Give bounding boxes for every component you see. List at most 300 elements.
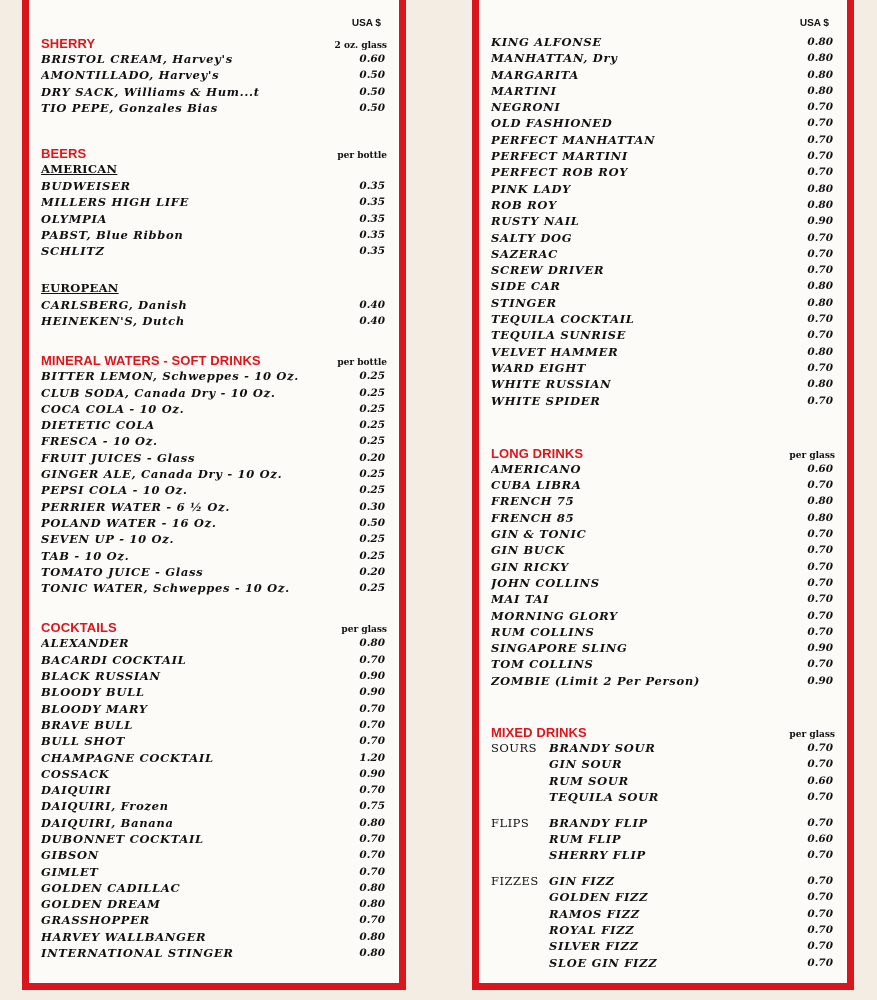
menu-item-name: RUM SOUR [549,773,629,788]
menu-item-row [41,515,387,531]
menu-item-price: 0.80 [807,84,833,97]
menu-item-name: CHAMPAGNE COCKTAIL [41,750,214,765]
menu-item-name: ZOMBIE (Limit 2 Per Person) [491,673,701,688]
spacer [491,864,835,874]
mixed-drink-category [491,756,549,772]
menu-item-price: 0.60 [807,832,833,845]
menu-item-price: 0.80 [807,36,833,48]
menu-item-price: 0.70 [359,702,385,715]
menu-item-name: JOHN COLLINS [491,575,600,590]
menu-item-name: SAZERAC [491,246,558,261]
menu-item-price: 0.70 [807,101,833,114]
menu-item-name: VELVET HAMMER [491,344,619,359]
menu-item-row [41,701,387,717]
european-subheading: EUROPEAN [41,280,119,295]
menu-item-price: 0.90 [359,767,385,780]
menu-item-name: GINGER ALE, Canada Dry - 10 Oz. [41,467,283,482]
section-title: SHERRY [41,36,96,51]
menu-item-price: 0.60 [807,462,833,475]
mixed-drink-category [491,889,549,905]
menu-item-price: 0.80 [807,198,833,211]
menu-item-price: 0.70 [807,576,833,589]
menu-item-name: SCREW DRIVER [491,263,605,278]
mixed-drink-category: FLIPS [491,815,530,830]
menu-item-price: 0.70 [807,741,833,754]
menu-item-row [41,178,387,194]
menu-item-name: OLD FASHIONED [491,116,613,131]
menu-item-name: TOMATO JUICE - Glass [41,564,204,579]
menu-item-row [491,246,835,262]
long-drinks-header [491,444,835,461]
menu-item-price: 0.25 [359,533,385,546]
menu-item-row [491,656,835,672]
menu-item-price: 0.80 [359,637,385,650]
menu-item-price: 0.90 [359,686,385,699]
menu-item-price: 0.50 [359,85,385,98]
american-beer-list [41,178,387,259]
menu-item-row [41,815,387,831]
menu-item-row [41,211,387,227]
sherry-list [41,51,387,116]
menu-item-row [491,99,835,115]
mixed-drink-category: SOURS [491,740,538,755]
menu-item-row [491,376,835,392]
menu-item-row [41,401,387,417]
menu-item-name: DIETETIC COLA [41,418,155,433]
menu-item-row [41,831,387,847]
menu-item-name: GIN & TONIC [491,527,587,542]
menu-item-row [41,531,387,547]
spacer [41,116,387,144]
menu-item-row [41,67,387,83]
menu-item-price: 0.70 [359,718,385,731]
menu-item-row [491,477,835,493]
left-menu-content [41,18,387,961]
menu-item-price: 0.35 [359,180,385,193]
menu-item-price: 0.75 [359,800,385,813]
menu-item-row [41,227,387,243]
menu-item-row [41,668,387,684]
menu-item-row [41,466,387,482]
section-unit: per glass [341,625,387,636]
menu-item-name: PEPSI COLA - 10 Oz. [41,483,188,498]
menu-item-name: KING ALFONSE [491,35,602,49]
menu-item-row [41,864,387,880]
mixed-drink-category [491,955,549,971]
menu-item-name: GOLDEN DREAM [41,897,161,912]
menu-item-row [41,880,387,896]
menu-item-price: 0.70 [807,166,833,179]
menu-item-name: SCHLITZ [41,244,105,259]
menu-item-row [41,100,387,116]
menu-item-price: 0.80 [359,947,385,960]
menu-item-price: 0.70 [807,150,833,163]
menu-item-name: RAMOS FIZZ [549,906,640,921]
menu-item-name: FRUIT JUICES - Glass [41,450,196,465]
menu-item-row [41,417,387,433]
mixed-drink-category [491,906,549,922]
menu-item-name: TOM COLLINS [491,657,594,672]
menu-item-row [41,482,387,498]
menu-item-price: 0.25 [359,582,385,595]
menu-item-price: 0.25 [359,370,385,383]
menu-item-name: TONIC WATER, Schweppes - 10 Oz. [41,581,290,596]
menu-item-row [41,782,387,798]
menu-item-name: GIN RICKY [491,559,570,574]
spacer [41,596,387,618]
section-unit: per bottle [337,358,387,369]
section-unit: per glass [789,729,835,740]
menu-item-name: TEQUILA SOUR [549,789,660,804]
menu-item-price: 0.70 [807,528,833,541]
menu-item-name: SILVER FIZZ [549,939,639,954]
menu-item-row [41,929,387,945]
menu-item-price: 0.70 [807,544,833,557]
menu-item-price: 0.25 [359,468,385,481]
menu-item-row [41,717,387,733]
menu-item-price: 0.70 [807,816,833,829]
menu-item-name: DAIQUIRI, Frozen [41,799,169,814]
menu-item-row [41,385,387,401]
menu-item-name: INTERNATIONAL STINGER [41,946,234,961]
menu-item-row [41,194,387,210]
menu-item-row [491,278,835,294]
menu-item-row [491,115,835,131]
menu-item-name: OLYMPIA [41,211,108,226]
menu-item-price: 0.35 [359,212,385,225]
spacer [41,329,387,351]
menu-item-name: GRASSHOPPER [41,913,150,928]
menu-item-price: 0.35 [359,196,385,209]
menu-item-row [41,368,387,384]
menu-item-name: SALTY DOG [491,230,573,245]
menu-item-name: RUSTY NAIL [491,214,580,229]
menu-item-name: STINGER [491,295,557,310]
menu-item-price: 1.20 [359,751,385,764]
menu-item-price: 0.25 [359,386,385,399]
menu-item-price: 0.80 [807,296,833,309]
menu-item-name: MARTINI [491,83,557,98]
spacer [491,689,835,723]
menu-item-name: FRENCH 75 [491,494,575,509]
menu-item-row [491,510,835,526]
menu-item-price: 0.30 [359,500,385,513]
section-unit: per bottle [337,151,387,162]
menu-item-price: 0.70 [807,609,833,622]
menu-item-price: 0.70 [807,790,833,803]
menu-item-row [491,608,835,624]
menu-item-name: BITTER LEMON, Schweppes - 10 Oz. [41,369,300,384]
menu-item-name: SIDE CAR [491,279,561,294]
menu-item-row [41,652,387,668]
currency-label: USA $ [351,18,381,29]
menu-item-price: 0.20 [359,451,385,464]
mixed-drinks-groups [491,740,835,971]
menu-item-row [41,84,387,100]
menu-item-name: GIN FIZZ [549,874,615,889]
menu-item-price: 0.50 [359,101,385,114]
menu-item-row [41,313,387,329]
menu-item-name: HEINEKEN'S, Dutch [41,313,185,328]
section-title: MINERAL WATERS - SOFT DRINKS [41,353,261,369]
mixed-drink-category [491,831,549,847]
menu-item-name: MILLERS HIGH LIFE [41,195,190,210]
menu-item-name: MORNING GLORY [491,608,618,623]
menu-item-row [491,311,835,327]
menu-item-name: ALEXANDER [41,636,130,651]
menu-item-price: 0.70 [807,940,833,953]
menu-item-price: 0.25 [359,484,385,497]
menu-item-price: 0.70 [807,849,833,862]
menu-item-row [41,912,387,928]
menu-item-row [41,243,387,259]
menu-item-name: MANHATTAN, Dry [491,51,618,66]
menu-item-price: 0.70 [807,891,833,904]
menu-item-price: 0.70 [807,758,833,771]
menu-item-name: GOLDEN FIZZ [549,890,649,905]
mineral-waters-section [41,351,387,596]
menu-item-name: WARD EIGHT [491,360,587,375]
menu-item-price: 0.90 [807,642,833,655]
menu-item-price: 0.20 [359,565,385,578]
section-title: LONG DRINKS [491,445,584,461]
menu-item-price: 0.80 [807,345,833,358]
menu-item-row [491,461,835,477]
menu-item-price: 0.80 [807,378,833,391]
menu-item-price: 0.70 [359,832,385,845]
menu-item-price: 0.25 [359,419,385,432]
menu-item-name: HARVEY WALLBANGER [41,929,207,944]
menu-item-price: 0.70 [359,735,385,748]
menu-item-price: 0.80 [807,280,833,293]
menu-item-price: 0.70 [807,231,833,244]
menu-item-name: PERFECT ROB ROY [491,165,629,180]
menu-item-row [41,896,387,912]
section-unit: 2 oz. glass [334,41,387,51]
beers-header [41,144,387,161]
menu-item-row [491,262,835,278]
menu-item-row [491,344,835,360]
menu-item-name: SLOE GIN FIZZ [549,955,658,970]
mineral-header [41,351,387,368]
menu-item-price: 0.70 [807,956,833,969]
menu-item-name: RUM COLLINS [491,624,595,639]
menu-item-price: 0.80 [359,930,385,943]
menu-item-price: 0.90 [807,215,833,228]
sherry-header [41,34,387,51]
section-title: MIXED DRINKS [491,724,587,740]
cocktails-section [41,618,387,961]
menu-item-price: 0.70 [359,653,385,666]
mixed-drink-row [491,889,835,905]
menu-item-row [41,766,387,782]
menu-item-price: 0.80 [359,816,385,829]
menu-item-price: 0.70 [807,658,833,671]
mixed-drink-category [491,847,549,863]
menu-item-row [491,83,835,99]
mixed-drink-row [491,789,835,805]
cocktails-list [41,635,387,961]
menu-item-row [491,67,835,83]
mixed-drink-row [491,740,835,756]
menu-item-row [41,450,387,466]
mixed-drink-row [491,847,835,863]
menu-item-row [41,499,387,515]
menu-item-name: BRANDY SOUR [549,740,656,755]
menu-item-row [491,624,835,640]
mixed-drink-row [491,922,835,938]
menu-item-price: 0.80 [807,495,833,508]
menu-item-price: 0.70 [359,849,385,862]
menu-item-price: 0.70 [807,625,833,638]
menu-item-name: CARLSBERG, Danish [41,297,188,312]
menu-item-price: 0.50 [359,69,385,82]
menu-item-name: WHITE SPIDER [491,393,601,408]
menu-item-price: 0.80 [807,182,833,195]
section-title: COCKTAILS [41,620,117,636]
mixed-drink-row [491,815,835,831]
menu-item-price: 0.70 [359,914,385,927]
menu-item-name: BACARDI COCKTAIL [41,652,187,667]
menu-item-price: 0.70 [359,784,385,797]
menu-item-name: TEQUILA COCKTAIL [491,312,635,327]
menu-item-name: COCA COLA - 10 Oz. [41,401,185,416]
menu-item-price: 0.70 [807,264,833,277]
spacer [41,260,387,280]
mixed-drink-category: FIZZES [491,874,539,889]
menu-item-name: MARGARITA [491,67,580,82]
menu-item-row [41,564,387,580]
menu-item-name: AMONTILLADO, Harvey's [41,68,220,83]
menu-item-name: TAB - 10 Oz. [41,548,130,563]
menu-item-price: 0.70 [807,394,833,407]
section-unit: per glass [789,450,835,461]
cocktails-continued-list [491,34,835,409]
menu-item-price: 0.70 [807,593,833,606]
menu-item-price: 0.70 [807,923,833,936]
menu-item-name: NEGRONI [491,100,561,115]
menu-item-price: 0.70 [807,117,833,130]
menu-item-row [491,360,835,376]
menu-item-row [41,847,387,863]
menu-item-name: SEVEN UP - 10 Oz. [41,532,175,547]
menu-item-name: DUBONNET COCKTAIL [41,831,204,846]
menu-item-price: 0.80 [807,68,833,81]
menu-item-row [491,230,835,246]
menu-item-price: 0.70 [807,133,833,146]
menu-item-price: 0.35 [359,245,385,258]
mineral-list [41,368,387,596]
menu-item-name: BLOODY BULL [41,685,145,700]
menu-item-price: 0.70 [359,865,385,878]
menu-item-name: BLACK RUSSIAN [41,669,161,684]
menu-item-price: 0.50 [359,516,385,529]
menu-item-price: 0.60 [807,774,833,787]
menu-item-price: 0.70 [807,560,833,573]
menu-item-price: 0.70 [807,875,833,888]
right-menu-panel [472,0,854,990]
menu-item-name: CUBA LIBRA [491,478,582,493]
menu-item-name: DAIQUIRI, Banana [41,815,174,830]
menu-item-row [491,34,835,50]
mixed-drinks-header [491,723,835,740]
menu-item-name: BRAVE BULL [41,717,133,732]
menu-item-row [491,197,835,213]
menu-item-name: DRY SACK, Williams & Hum...t [41,84,260,99]
long-drinks-section [491,444,835,689]
cocktails-header [41,618,387,635]
menu-item-price: 0.80 [807,511,833,524]
menu-item-name: PERFECT MARTINI [491,149,628,164]
mixed-drink-category [491,938,549,954]
menu-item-name: PINK LADY [491,181,572,196]
menu-item-row [491,213,835,229]
european-beer-list [41,297,387,330]
mixed-drink-row [491,873,835,889]
mixed-drink-row [491,906,835,922]
menu-item-row [491,673,835,689]
mixed-drink-row [491,773,835,789]
menu-item-row [491,295,835,311]
menu-item-row [41,548,387,564]
menu-item-price: 0.35 [359,229,385,242]
menu-item-name: BLOODY MARY [41,701,148,716]
menu-item-row [491,526,835,542]
menu-item-price: 0.70 [807,479,833,492]
menu-item-row [491,640,835,656]
menu-item-name: FRENCH 85 [491,510,575,525]
menu-item-price: 0.70 [807,361,833,374]
long-drinks-list [491,461,835,689]
menu-item-name: GIN SOUR [549,757,623,772]
menu-item-name: COSSACK [41,766,110,781]
menu-item-name: GIMLET [41,864,99,879]
mixed-drink-category [491,789,549,805]
menu-item-price: 0.25 [359,402,385,415]
menu-item-name: ROB ROY [491,197,557,212]
menu-item-row [41,733,387,749]
menu-item-name: BRISTOL CREAM, Harvey's [41,52,233,66]
menu-item-row [491,132,835,148]
menu-item-row [491,393,835,409]
mixed-drink-row [491,831,835,847]
menu-item-row [41,635,387,651]
menu-item-name: DAIQUIRI [41,783,112,798]
menu-item-row [491,50,835,66]
menu-item-name: MAI TAI [491,592,550,607]
menu-item-row [41,750,387,766]
menu-item-name: CLUB SODA, Canada Dry - 10 Oz. [41,385,276,400]
menu-item-price: 0.70 [807,329,833,342]
menu-item-row [491,493,835,509]
menu-item-name: BRANDY FLIP [549,815,648,830]
menu-item-name: PABST, Blue Ribbon [41,228,184,243]
menu-item-price: 0.90 [359,670,385,683]
menu-item-price: 0.80 [359,898,385,911]
menu-item-name: BULL SHOT [41,734,125,749]
menu-item-name: PERRIER WATER - 6 ½ Oz. [41,499,231,514]
menu-item-price: 0.25 [359,435,385,448]
american-subheading: AMERICAN [41,162,118,177]
mixed-drink-row [491,756,835,772]
menu-item-name: WHITE RUSSIAN [491,377,612,392]
menu-item-name: AMERICANO [491,461,582,476]
spacer [491,409,835,444]
currency-label: USA $ [799,18,829,29]
right-menu-content [491,18,835,971]
menu-item-name: GOLDEN CADILLAC [41,880,181,895]
menu-item-row [41,580,387,596]
